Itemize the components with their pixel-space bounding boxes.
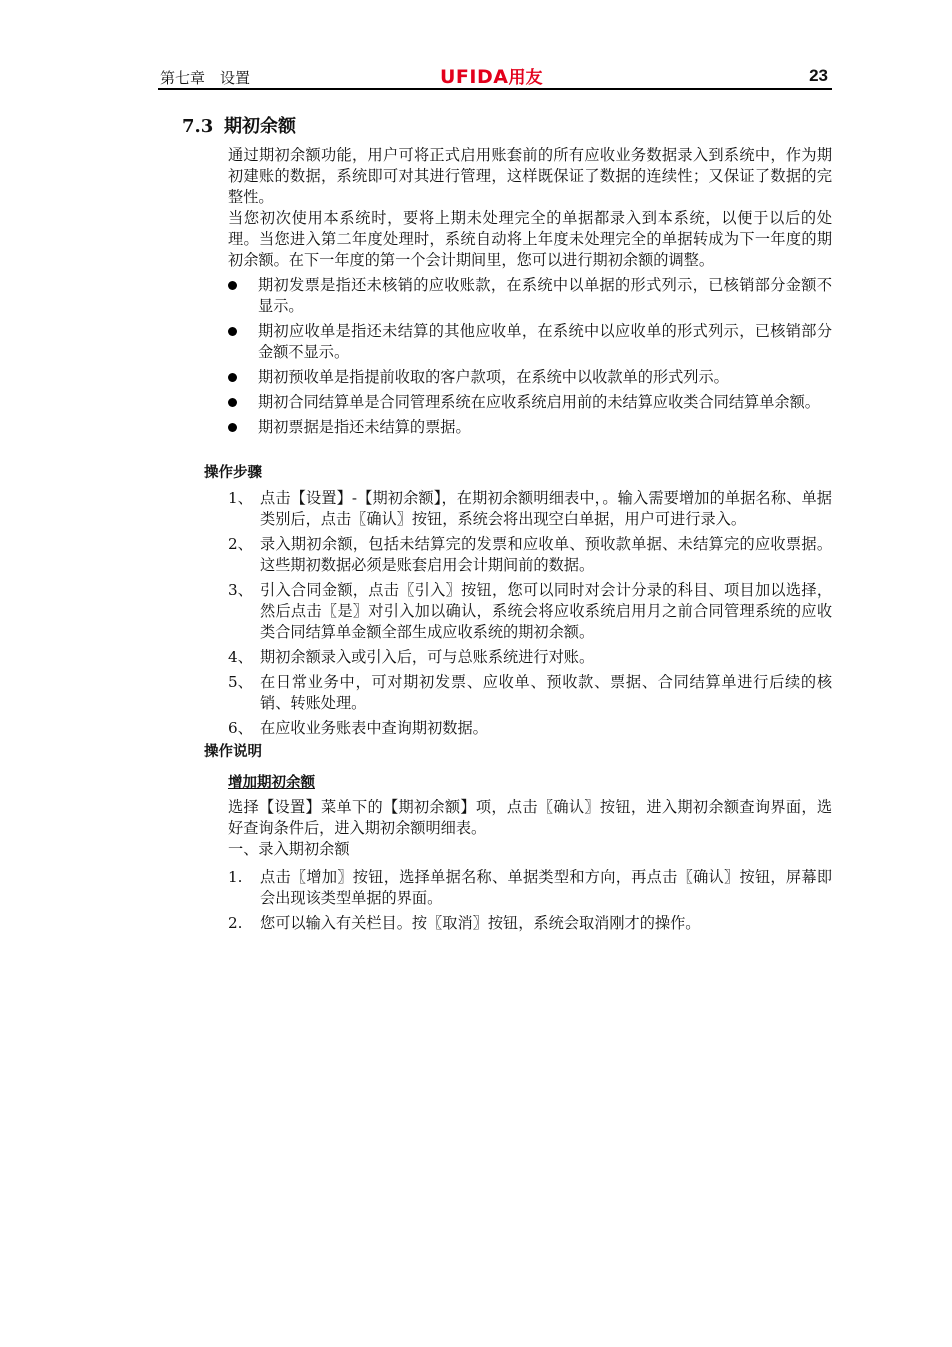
list-item xyxy=(228,580,832,643)
section-number: 7.3 xyxy=(182,116,214,137)
logo-brand: UFIDA xyxy=(440,66,509,88)
notes-heading: 操作说明 xyxy=(204,744,262,760)
step-number: 2、 xyxy=(228,535,253,553)
list-item xyxy=(228,321,832,363)
steps-list xyxy=(228,488,832,743)
bullet-icon xyxy=(228,423,237,432)
step-number: 4、 xyxy=(228,648,253,666)
bullet-text: 期初预收单是指提前收取的客户款项，在系统中以收款单的形式列示。 xyxy=(258,368,729,386)
chapter-title: 第七章 设置 xyxy=(160,69,251,87)
page-header xyxy=(158,62,832,90)
step-text: 在应收业务账表中查询期初数据。 xyxy=(260,719,488,737)
list-item xyxy=(228,417,832,438)
bullet-icon xyxy=(228,373,237,382)
bullet-text: 期初合同结算单是合同管理系统在应收系统启用前的未结算应收类合同结算单余额。 xyxy=(258,393,820,411)
step-text: 您可以输入有关栏目。按〖取消〗按钮，系统会取消刚才的操作。 xyxy=(260,914,701,932)
bullet-list xyxy=(228,275,832,442)
page-number: 23 xyxy=(809,66,828,85)
list-item xyxy=(228,275,832,317)
step-number: 2. xyxy=(228,914,243,932)
step-text: 期初余额录入或引入后，可与总账系统进行对账。 xyxy=(260,648,595,666)
intro-paragraph-1: 通过期初余额功能，用户可将正式启用账套前的所有应收业务数据录入到系统中，作为期初建账的数据，系统即可对其进行管理，这样既保证了数据的连续性；又保证了数据的完整性。 xyxy=(228,146,832,206)
list-item xyxy=(228,647,832,668)
list-item xyxy=(228,367,832,388)
list-item xyxy=(228,672,832,714)
list-item xyxy=(228,867,832,909)
section-title-text: 期初余额 xyxy=(224,116,296,137)
logo-chinese: 用友 xyxy=(508,68,543,88)
section-title xyxy=(182,112,296,138)
add-paragraph: 选择【设置】菜单下的【期初余额】项，点击〖确认〗按钮，进入期初余额查询界面，选好查询条件后，进入期初余额明细表。 xyxy=(228,798,832,837)
bullet-icon xyxy=(228,398,237,407)
step-text: 录入期初余额，包括未结算完的发票和应收单、预收款单据、未结算完的应收票据。这些期初数据必须是账套启用会计期间前的数据。 xyxy=(260,535,832,574)
list-item xyxy=(228,913,832,934)
enter-balance-heading: 一、录入期初余额 xyxy=(228,840,350,858)
step-text: 在日常业务中，可对期初发票、应收单、预收款、票据、合同结算单进行后续的核销、转账处理。 xyxy=(260,673,832,712)
step-number: 1. xyxy=(228,868,243,886)
ufida-logo xyxy=(440,63,542,88)
bullet-icon xyxy=(228,327,237,336)
step-text: 点击【设置】-【期初余额】，在期初余额明细表中，。输入需要增加的单据名称、单据类别后，点击〖确认〗按钮，系统会将出现空白单据，用户可进行录入。 xyxy=(260,489,832,528)
list-item xyxy=(228,718,832,739)
add-balance-heading: 增加期初余额 xyxy=(228,775,315,791)
step-text: 点击〖增加〗按钮，选择单据名称、单据类型和方向，再点击〖确认〗按钮，屏幕即会出现该类型单据的界面。 xyxy=(260,868,832,907)
list-item xyxy=(228,534,832,576)
bullet-text: 期初发票是指还未核销的应收账款，在系统中以单据的形式列示，已核销部分金额不显示。 xyxy=(258,276,832,315)
bullet-text: 期初票据是指还未结算的票据。 xyxy=(258,418,471,436)
step-number: 6、 xyxy=(228,719,253,737)
step-text: 引入合同金额，点击〖引入〗按钮，您可以同时对会计分录的科目、项目加以选择，然后点击〖是〗对引入加以确认，系统会将应收系统启用月之前合同管理系统的应收类合同结算单金额全部生成应收系统的期初余额。 xyxy=(260,581,832,641)
intro-text xyxy=(228,145,832,271)
step-number: 1、 xyxy=(228,489,253,507)
list-item xyxy=(228,392,832,413)
enter-steps-list xyxy=(228,867,832,938)
list-item xyxy=(228,488,832,530)
add-balance-text xyxy=(228,797,832,860)
bullet-text: 期初应收单是指还未结算的其他应收单，在系统中以应收单的形式列示，已核销部分金额不显示。 xyxy=(258,322,832,361)
step-number: 3、 xyxy=(228,581,253,599)
steps-heading: 操作步骤 xyxy=(204,465,262,481)
intro-paragraph-2: 当您初次使用本系统时，要将上期未处理完全的单据都录入到本系统，以便于以后的处理。当您进入第二年度处理时，系统自动将上年度未处理完全的单据转成为下一年度的期初余额。在下一年度的第一个会计期间里，您可以进行期初余额的调整。 xyxy=(228,209,832,269)
bullet-icon xyxy=(228,281,237,290)
step-number: 5、 xyxy=(228,673,253,691)
